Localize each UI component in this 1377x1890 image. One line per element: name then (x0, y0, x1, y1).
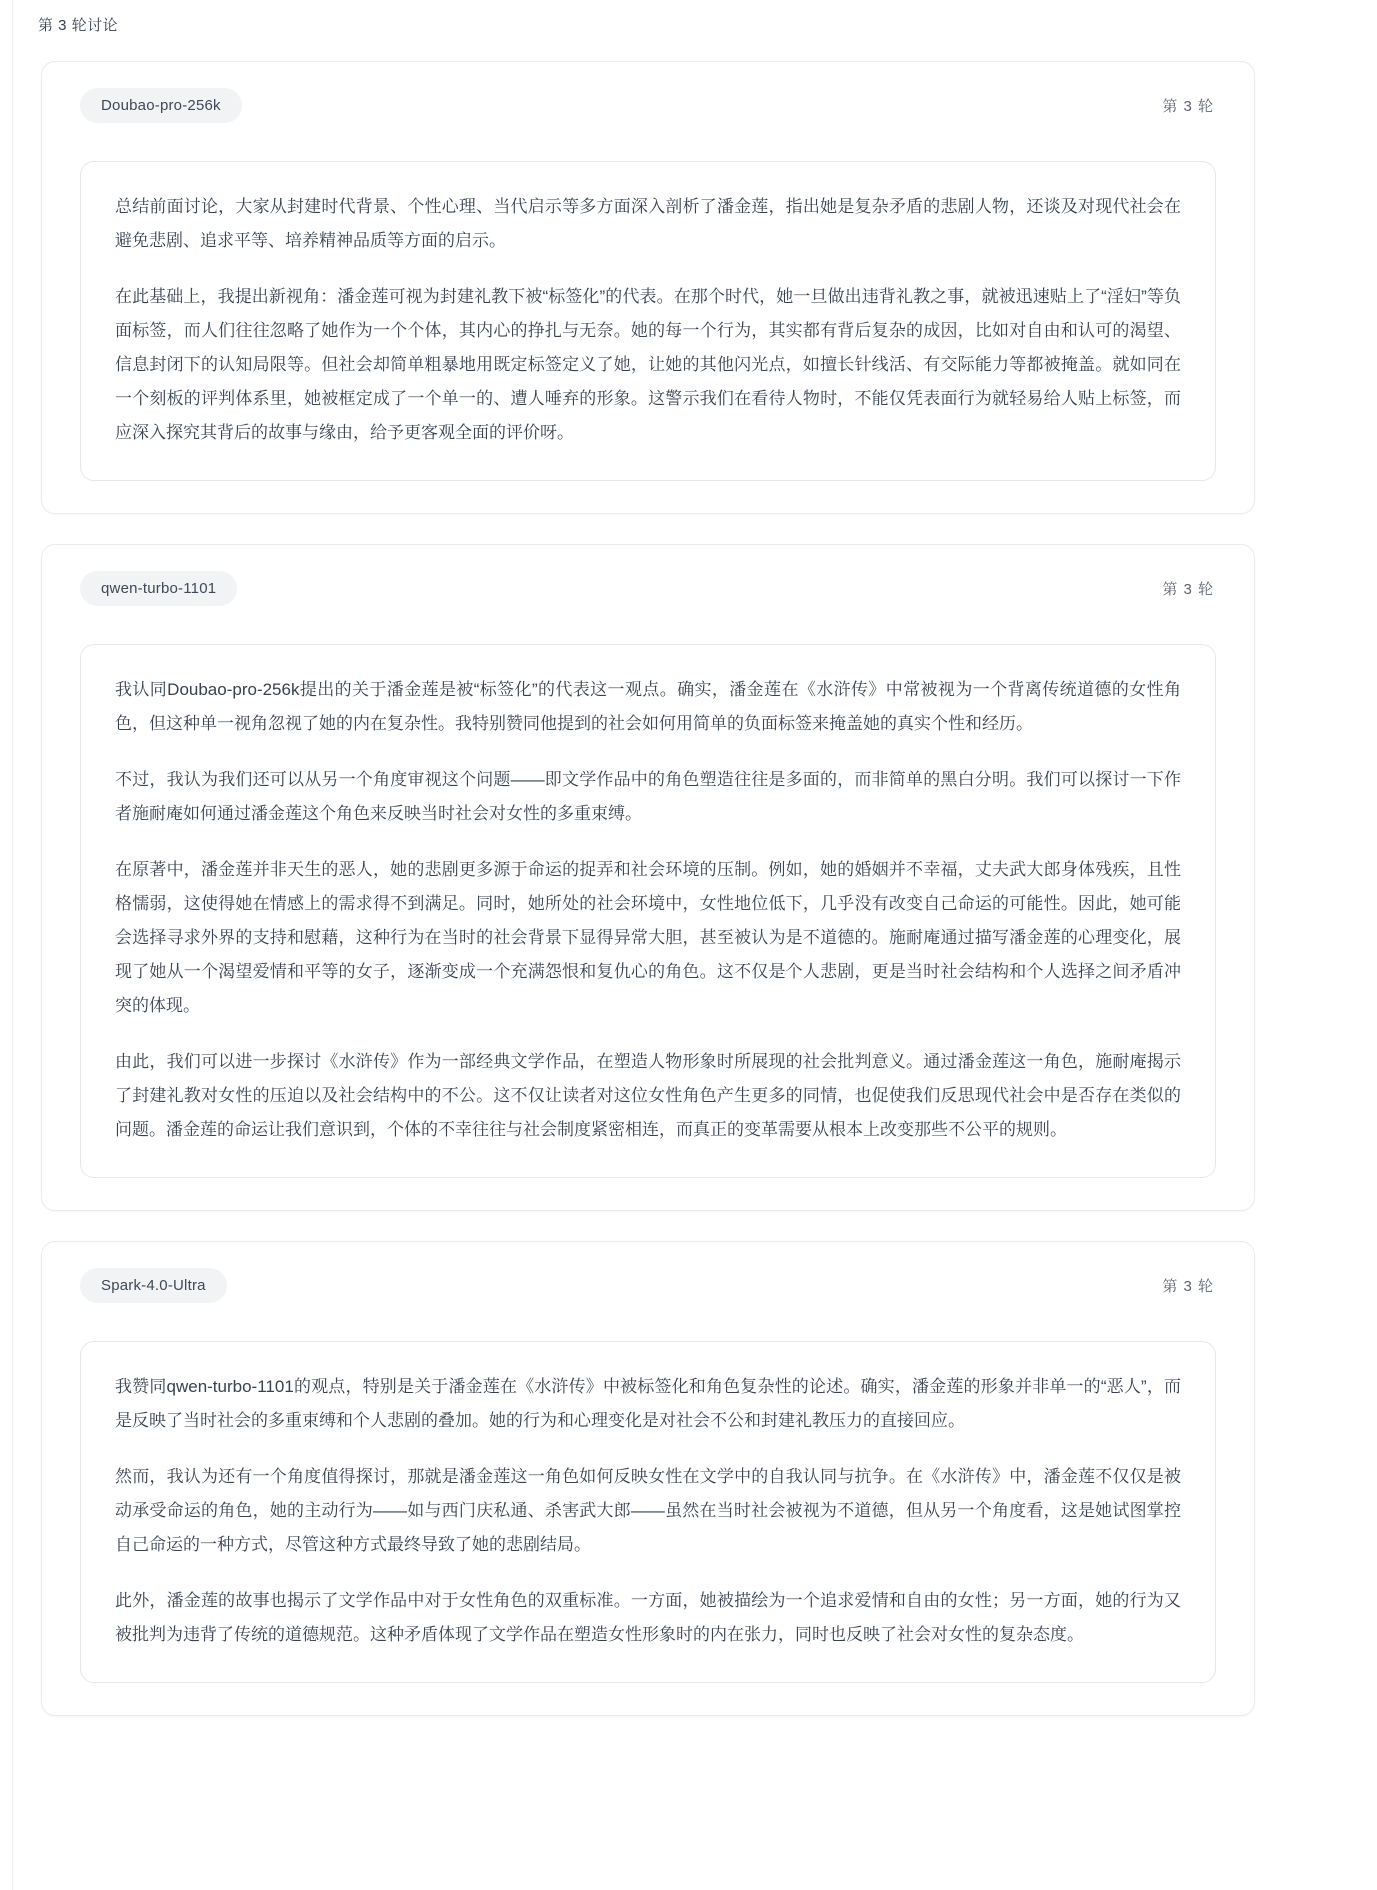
message-paragraph: 在此基础上，我提出新视角：潘金莲可视为封建礼教下被“标签化”的代表。在那个时代，她一旦做出违背礼教之事，就被迅速贴上了“淫妇”等负面标签，而人们往往忽略了她作为一个个体，其内心的挣扎与无奈。她的每一个行为，其实都有背后复杂的成因，比如对自由和认可的渴望、信息封闭下的认知局限等。但社会却简单粗暴地用既定标签定义了她，让她的其他闪光点，如擅长针线活、有交际能力等都被掩盖。就如同在一个刻板的评判体系里，她被框定成了一个单一的、遭人唾弃的形象。这警示我们在看待人物时，不能仅凭表面行为就轻易给人贴上标签，而应深入探究其背后的故事与缘由，给予更客观全面的评价呀。 (115, 287, 1181, 442)
response-card-spark (41, 1241, 1255, 1716)
message-paragraph: 总结前面讨论，大家从封建时代背景、个性心理、当代启示等多方面深入剖析了潘金莲，指出她是复杂矛盾的悲剧人物，还谈及对现代社会在避免悲剧、追求平等、培养精神品质等方面的启示。 (115, 197, 1181, 250)
round-label: 第 3 轮 (1162, 1278, 1214, 1295)
message-box (80, 644, 1216, 1178)
discussion-round-page (12, 0, 1377, 1890)
round-label: 第 3 轮 (1162, 98, 1214, 115)
message-box (80, 161, 1216, 481)
message-paragraph: 由此，我们可以进一步探讨《水浒传》作为一部经典文学作品，在塑造人物形象时所展现的社会批判意义。通过潘金莲这一角色，施耐庵揭示了封建礼教对女性的压迫以及社会结构中的不公。这不仅让读者对这位女性角色产生更多的同情，也促使我们反思现代社会中是否存在类似的问题。潘金莲的命运让我们意识到，个体的不幸往往与社会制度紧密相连，而真正的变革需要从根本上改变那些不公平的规则。 (115, 1052, 1181, 1139)
message-paragraph: 然而，我认为还有一个角度值得探讨，那就是潘金莲这一角色如何反映女性在文学中的自我认同与抗争。在《水浒传》中，潘金莲不仅仅是被动承受命运的角色，她的主动行为——如与西门庆私通、杀害武大郎——虽然在当时社会被视为不道德，但从另一个角度看，这是她试图掌控自己命运的一种方式，尽管这种方式最终导致了她的悲剧结局。 (115, 1467, 1181, 1554)
model-badge: Spark-4.0-Ultra (80, 1268, 227, 1303)
card-header (80, 88, 1216, 123)
response-card-doubao (41, 61, 1255, 514)
card-header (80, 1268, 1216, 1303)
message-box (80, 1341, 1216, 1683)
message-paragraph: 此外，潘金莲的故事也揭示了文学作品中对于女性角色的双重标准。一方面，她被描绘为一个追求爱情和自由的女性；另一方面，她的行为又被批判为违背了传统的道德规范。这种矛盾体现了文学作品在塑造女性形象时的内在张力，同时也反映了社会对女性的复杂态度。 (115, 1591, 1181, 1644)
message-paragraph: 我赞同qwen-turbo-1101的观点，特别是关于潘金莲在《水浒传》中被标签化和角色复杂性的论述。确实，潘金莲的形象并非单一的“恶人”，而是反映了当时社会的多重束缚和个人悲剧的叠加。她的行为和心理变化是对社会不公和封建礼教压力的直接回应。 (115, 1377, 1181, 1430)
round-label: 第 3 轮 (1162, 581, 1214, 598)
message-paragraph: 我认同Doubao-pro-256k提出的关于潘金莲是被“标签化”的代表这一观点。确实，潘金莲在《水浒传》中常被视为一个背离传统道德的女性角色，但这种单一视角忽视了她的内在复杂性。我特别赞同他提到的社会如何用简单的负面标签来掩盖她的真实个性和经历。 (115, 680, 1181, 733)
response-card-qwen (41, 544, 1255, 1211)
message-paragraph: 不过，我认为我们还可以从另一个角度审视这个问题——即文学作品中的角色塑造往往是多面的，而非简单的黑白分明。我们可以探讨一下作者施耐庵如何通过潘金莲这个角色来反映当时社会对女性的多重束缚。 (115, 770, 1181, 823)
model-badge: Doubao-pro-256k (80, 88, 242, 123)
message-paragraph: 在原著中，潘金莲并非天生的恶人，她的悲剧更多源于命运的捉弄和社会环境的压制。例如，她的婚姻并不幸福，丈夫武大郎身体残疾，且性格懦弱，这使得她在情感上的需求得不到满足。同时，她所处的社会环境中，女性地位低下，几乎没有改变自己命运的可能性。因此，她可能会选择寻求外界的支持和慰藉，这种行为在当时的社会背景下显得异常大胆，甚至被认为是不道德的。施耐庵通过描写潘金莲的心理变化，展现了她从一个渴望爱情和平等的女子，逐渐变成一个充满怨恨和复仇心的角色。这不仅是个人悲剧，更是当时社会结构和个人选择之间矛盾冲突的体现。 (115, 860, 1181, 1015)
card-header (80, 571, 1216, 606)
page-title: 第 3 轮讨论 (38, 17, 119, 34)
model-badge: qwen-turbo-1101 (80, 571, 237, 606)
